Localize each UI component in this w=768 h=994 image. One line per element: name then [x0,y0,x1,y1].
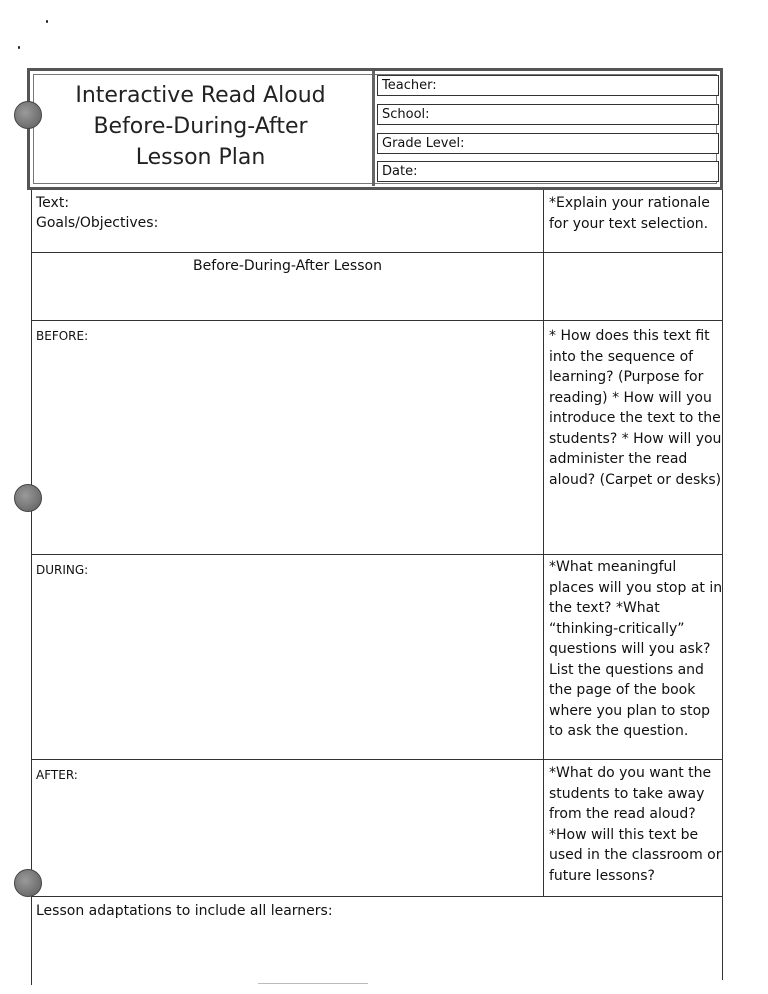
adaptations-label: Lesson adaptations to include all learners: [36,903,333,919]
school-label: School: [382,107,430,122]
teacher-field[interactable] [377,75,719,96]
grade-level-label: Grade Level: [382,136,465,151]
table-bottom-line [258,983,368,984]
column-divider [543,190,544,896]
stray-mark [18,46,20,49]
date-label: Date: [382,164,418,179]
after-note: *What do you want the students to take away from the read aloud? *How will this text be used in the classroom or future lessons? [549,765,722,884]
page-title [28,80,373,173]
after-label: AFTER: [36,768,78,782]
title-line-1: Interactive Read Aloud [75,83,326,108]
binder-hole [14,869,42,897]
grade-level-field[interactable] [377,133,719,154]
during-note: *What meaningful places will you stop at in the text? *What “thinking-critically” questions will you ask? List the questions and the page of the book where you plan to stop to ask the question. [549,559,723,739]
table-left-border [31,190,32,985]
goals-objectives-label: Goals/Objectives: [36,215,159,231]
date-field[interactable] [377,161,719,182]
school-field[interactable] [377,104,719,125]
title-line-3: Lesson Plan [135,145,266,170]
during-label: DURING: [36,563,89,577]
row-divider [31,759,723,760]
row-divider [31,896,723,897]
rationale-note: *Explain your rationale for your text selection. [549,195,710,232]
binder-hole [14,101,42,129]
row-divider [31,320,723,321]
before-note: * How does this text fit into the sequence of learning? (Purpose for reading) * How will you introduce the text to the students? * How will you administer the read aloud? (Carpet or desks) [549,328,722,488]
row-divider [31,252,723,253]
binder-hole [14,484,42,512]
title-line-2: Before-During-After [93,114,308,139]
text-label: Text: [36,195,70,211]
teacher-label: Teacher: [382,78,437,93]
before-label: BEFORE: [36,329,89,343]
row-divider [31,554,723,555]
lesson-heading: Before-During-After Lesson [193,258,382,274]
stray-mark [46,20,48,23]
